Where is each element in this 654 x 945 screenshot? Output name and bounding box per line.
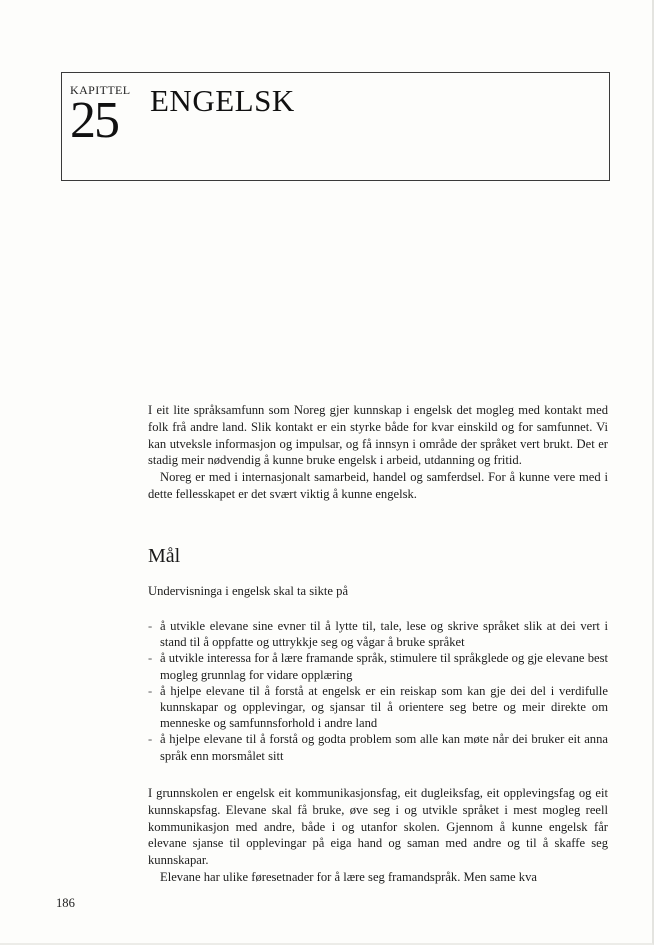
intro-paragraph-1: I eit lite språksamfunn som Noreg gjer kunnskap i engelsk det mogleg med kontakt med folk frå andre land. Slik kontakt er ein styrke både for kvar einskild og for samfunnet. Vi kan utveksle informasjon og impulsar, og få innsyn i område der språket vert brukt. Det er stadig meir nødvendig å kunne bruke engelsk i arbeid, utdanning og fritid. xyxy=(148,403,608,468)
outro-paragraph-1: I grunnskolen er engelsk eit kommunikasjonsfag, eit dugleiksfag, eit opplevingsfag og eit kunnskapsfag. Elevane skal få bruke, øve seg i og utvikle språket i mest mogleg reell kommunikasjon med andre, både i og utanfor skolen. Gjennom å kunne engelsk får elevane sjanse til opplevingar på eiga hand og saman med andre og til å skaffe seg kunnskapar. xyxy=(148,786,608,868)
bullet-dash: - xyxy=(148,683,153,698)
goal-item-2 xyxy=(148,650,608,682)
intro-text xyxy=(148,402,608,503)
outro-text xyxy=(148,785,608,886)
chapter-header-box xyxy=(61,72,610,181)
goals-list xyxy=(148,618,608,764)
section-heading-goals: Mål xyxy=(148,545,181,567)
goals-lead xyxy=(148,583,608,600)
page-number: 186 xyxy=(56,896,75,910)
chapter-title: ENGELSK xyxy=(150,83,295,118)
goal-item-4 xyxy=(148,731,608,763)
bullet-dash: - xyxy=(148,619,153,633)
goal-text-1: å utvikle elevane sine evner til å lytte til, tale, lese og skrive språket slik at dei vert i stand til å oppfatte og uttrykkje seg og vågar å bruke språket xyxy=(160,619,608,650)
chapter-number: 25 xyxy=(70,92,118,149)
chapter-label: KAPITTEL xyxy=(70,83,131,97)
intro-paragraph-2: Noreg er med i internasjonalt samarbeid, handel og samferdsel. For å kunne vere med i dette fellesskapet er det svært viktig å kunne engelsk. xyxy=(148,470,608,501)
goal-text-3: å hjelpe elevane til å forstå at engelsk er ein reiskap som kan gje dei del i verdifulle kunnskapar og opplevingar, og sjansar til å orientere seg betre og meir direkte om menneske og samfunnsforhold i andre land xyxy=(160,683,608,731)
bullet-dash: - xyxy=(148,651,153,666)
outro-paragraph-2: Elevane har ulike føresetnader for å lære seg framandspråk. Men same kva xyxy=(160,869,537,884)
bullet-dash: - xyxy=(148,732,153,747)
goal-item-1 xyxy=(148,618,608,650)
goal-text-4: å hjelpe elevane til å forstå og godta problem som alle kan møte når dei bruker eit anna språk enn morsmålet sitt xyxy=(160,732,608,763)
goals-lead-text: Undervisninga i engelsk skal ta sikte på xyxy=(148,584,349,598)
goal-text-2: å utvikle interessa for å lære framande språk, stimulere til språkglede og gje elevane best mogleg grunnlag for vidare opplæring xyxy=(160,651,608,682)
goal-item-3 xyxy=(148,683,608,732)
